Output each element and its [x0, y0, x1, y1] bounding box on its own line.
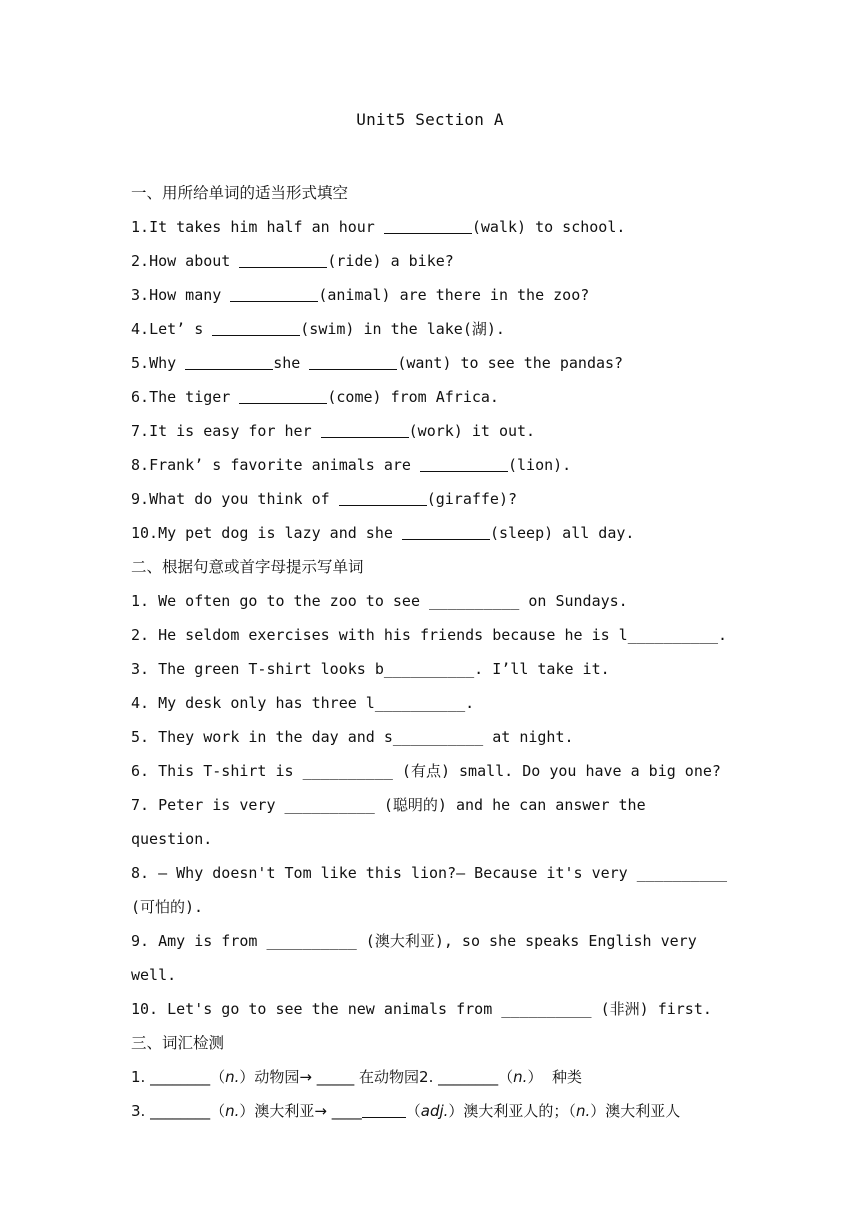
item-number: 1.: [131, 218, 150, 236]
item-text-after: (swim) in the lake(湖).: [300, 320, 505, 338]
section2-item: 9. Amy is from __________ (澳大利亚), so she speaks English very well.: [131, 932, 697, 984]
section1-item: [131, 448, 731, 482]
vocab-2-blank: ________: [438, 1068, 499, 1086]
item-text-before: How many: [149, 286, 231, 304]
section2-item: 10. Let's go to see the new animals from __________ (非洲) first.: [131, 1000, 712, 1018]
section2-item: 4. My desk only has three l__________.: [131, 694, 475, 712]
vocab-1-blank2: _____: [316, 1068, 355, 1086]
item-text-before: The tiger: [149, 388, 240, 406]
item-text-before: Frank’ s favorite animals are: [149, 456, 420, 474]
section1-item: [131, 210, 731, 244]
item-text-after: (come) from Africa.: [327, 388, 499, 406]
section2-item: 6. This T-shirt is __________ (有点) small. Do you have a big one?: [131, 762, 721, 780]
section2-item: 2. He seldom exercises with his friends because he is l__________.: [131, 626, 728, 644]
item-text-before: Why: [149, 354, 186, 372]
item-number: 2.: [131, 252, 150, 270]
section2-item: 5. They work in the day and s__________ at night.: [131, 728, 574, 746]
item-text-after: (want) to see the pandas?: [397, 354, 624, 372]
answer-blank[interactable]: [230, 284, 318, 302]
vocab-line-1: 1. ________（n.）动物园→ _____ 在动物园2. ________（n.） 种类: [131, 1068, 582, 1086]
item-number: 9.: [131, 490, 150, 508]
vocab-3-pos: n.: [225, 1102, 240, 1120]
answer-blank[interactable]: [420, 454, 508, 472]
vocab-3-meaning2: ）澳大利亚人的；（: [448, 1102, 576, 1120]
vocab-3-num: 3.: [131, 1102, 146, 1120]
page-title: Unit5 Section A: [356, 110, 504, 129]
item-text-after: (lion).: [508, 456, 572, 474]
section2-item: 7. Peter is very __________ (聪明的) and he can answer the question.: [131, 796, 646, 848]
item-number: 10.: [131, 524, 159, 542]
section1-item: [131, 278, 731, 312]
vocab-3-meaning3: ）澳大利亚人: [590, 1102, 681, 1120]
item-text-after: (walk) to school.: [471, 218, 626, 236]
item-text-middle: she: [273, 354, 310, 372]
answer-blank[interactable]: [309, 352, 397, 370]
section2-item: 1. We often go to the zoo to see __________ on Sundays.: [131, 592, 628, 610]
vocab-1-meaning: ）动物园→: [239, 1068, 312, 1086]
item-text-before: What do you think of: [149, 490, 339, 508]
item-number: 4.: [131, 320, 150, 338]
answer-blank[interactable]: [384, 216, 472, 234]
worksheet-content: [131, 176, 731, 1128]
item-number: 3.: [131, 286, 150, 304]
item-text-before: It is easy for her: [149, 422, 321, 440]
section1-item: [131, 380, 731, 414]
section2-item: 8. — Why doesn't Tom like this lion?— Because it's very __________ (可怕的).: [131, 864, 728, 916]
vocab-2-num: 2.: [419, 1068, 434, 1086]
item-text-before: It takes him half an hour: [149, 218, 384, 236]
section1-item: [131, 414, 731, 448]
vocab-3-blank: ________: [150, 1102, 211, 1120]
section1-item: [131, 482, 731, 516]
section1-list: [131, 210, 731, 550]
section2-list: [131, 584, 731, 1026]
answer-blank[interactable]: [239, 386, 327, 404]
answer-blank[interactable]: [212, 318, 300, 336]
vocab-2-pos: n.: [513, 1068, 528, 1086]
item-text-after: (sleep) all day.: [489, 524, 635, 542]
item-text-after: (ride) a bike?: [327, 252, 454, 270]
section3-heading: 三、词汇检测: [131, 1034, 225, 1052]
vocab-3-meaning: ）澳大利亚→: [239, 1102, 327, 1120]
vocab-line-2: 3. ________（n.）澳大利亚→ ____ （adj.）澳大利亚人的；（n.）澳大利亚人: [131, 1102, 681, 1120]
section1-item: [131, 346, 731, 380]
item-text-before: My pet dog is lazy and she: [158, 524, 402, 542]
item-text-before: Let’ s: [149, 320, 213, 338]
item-number: 7.: [131, 422, 150, 440]
item-text-before: How about: [149, 252, 240, 270]
answer-blank[interactable]: [185, 352, 273, 370]
vocab-2-meaning: ） 种类: [527, 1068, 582, 1086]
vocab-3-blank2: ____: [331, 1102, 362, 1120]
item-number: 6.: [131, 388, 150, 406]
vocab-1-num: 1.: [131, 1068, 146, 1086]
answer-blank[interactable]: [402, 522, 490, 540]
answer-blank[interactable]: [321, 420, 409, 438]
item-number: 5.: [131, 354, 150, 372]
section1-item: [131, 244, 731, 278]
answer-blank[interactable]: [239, 250, 327, 268]
vocab-1-meaning2: 在动物园: [359, 1068, 420, 1086]
vocab-1-pos: n.: [225, 1068, 240, 1086]
section1-item: [131, 312, 731, 346]
vocab-1-blank: ________: [150, 1068, 211, 1086]
section2-heading: 二、根据句意或首字母提示写单词: [131, 558, 364, 576]
vocab-3-pos2: adj.: [420, 1102, 449, 1120]
section1-heading: 一、用所给单词的适当形式填空: [131, 184, 349, 202]
item-text-after: (work) it out.: [408, 422, 536, 440]
item-number: 8.: [131, 456, 150, 474]
item-text-after: (animal) are there in the zoo?: [318, 286, 590, 304]
item-text-after: (giraffe)?: [426, 490, 518, 508]
vocab-3-pos3: n.: [575, 1102, 591, 1120]
vocab-3-underline[interactable]: [362, 1100, 406, 1118]
answer-blank[interactable]: [339, 488, 427, 506]
section2-item: 3. The green T-shirt looks b__________. I’ll take it.: [131, 660, 610, 678]
section1-item: [131, 516, 731, 550]
